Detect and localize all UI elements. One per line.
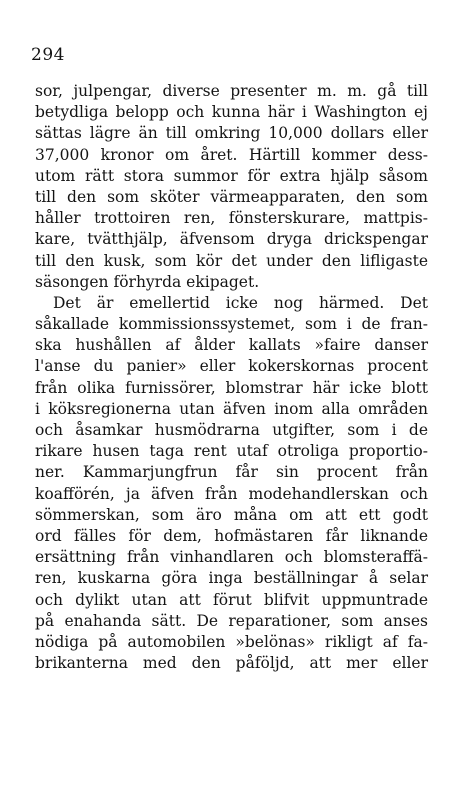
text-line: ren, kuskarna göra inga beställningar å selar xyxy=(35,569,428,588)
text-line: brikanterna med den påföljd, att mer eller xyxy=(35,654,428,673)
text-line: ersättning från vinhandlaren och blomsteraffä- xyxy=(35,548,428,567)
text-line: från olika furnissörer, blomstrar här icke blott xyxy=(35,378,428,397)
text-line: Det är emellertid icke nog härmed. Det xyxy=(53,293,428,312)
text-line: ord fälles för dem, hofmästaren får liknande xyxy=(35,526,428,545)
text-line: koafförén, ja äfven från modehandlerskan och xyxy=(35,484,428,503)
text-line: såkallade kommissionssystemet, som i de fran- xyxy=(35,315,428,334)
text-line: och dylikt utan att förut blifvit uppmuntrade xyxy=(35,590,428,609)
text-line: till den som sköter värmeapparaten, den som xyxy=(35,187,428,206)
text-line: ska hushållen af ålder kallats »faire danser xyxy=(35,336,428,355)
page-number: 294 xyxy=(31,45,65,65)
text-line: nödiga på automobilen »belönas» rikligt af fa- xyxy=(35,632,428,651)
text-line: ner. Kammarjungfrun får sin procent från xyxy=(35,463,428,482)
text-line: och åsamkar husmödrarna utgifter, som i de xyxy=(35,421,428,439)
text-line: betydliga belopp och kunna här i Washington ej xyxy=(35,103,428,122)
text-line: sor, julpengar, diverse presenter m. m. gå till xyxy=(35,82,428,100)
text-line: l'anse du panier» eller kokerskornas procent xyxy=(35,357,428,376)
text-line: rikare husen taga rent utaf otroliga proportio- xyxy=(35,442,428,461)
text-line: på enahanda sätt. De reparationer, som anses xyxy=(35,611,428,630)
text-line: 37,000 kronor om året. Härtill kommer dess- xyxy=(35,145,428,164)
text-line: håller trottoiren ren, fönsterskurare, mattpis- xyxy=(35,209,428,228)
text-line: kare, tvätthjälp, äfvensom dryga drickspengar xyxy=(35,230,428,249)
text-line: sömmerskan, som äro måna om att ett godt xyxy=(35,505,428,524)
text-line: säsongen förhyrda ekipaget. xyxy=(35,272,260,291)
text-line: utom rätt stora summor för extra hjälp såsom xyxy=(35,166,428,185)
text-line: sättas lägre än till omkring 10,000 dollars eller xyxy=(35,124,428,143)
text-line: till den kusk, som kör det under den lifligaste xyxy=(35,251,428,270)
body-text xyxy=(35,81,428,674)
text-line: i köksregionerna utan äfven inom alla områden xyxy=(35,399,428,418)
